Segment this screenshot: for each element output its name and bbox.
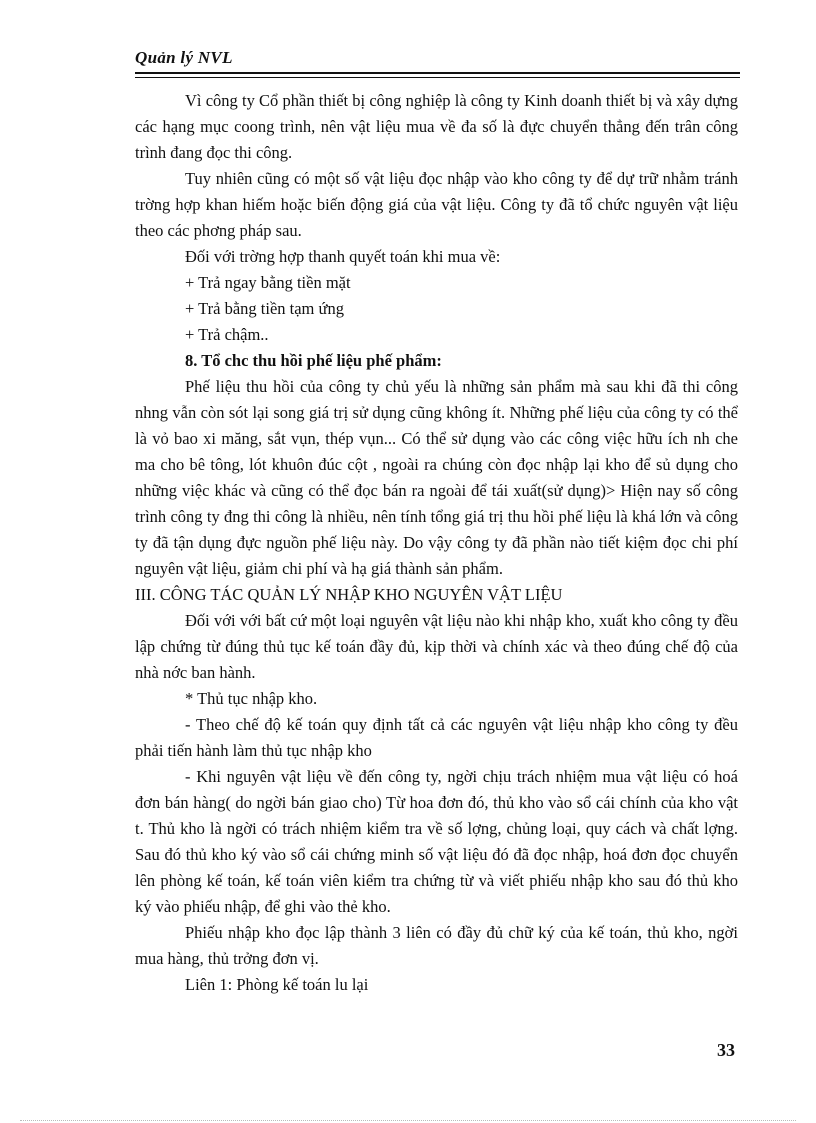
section-heading: 8. Tổ chc thu hồi phế liệu phế phẩm: (185, 351, 442, 370)
list-item: + Trả chậm.. (185, 325, 269, 344)
section-heading: III. CÔNG TÁC QUẢN LÝ NHẬP KHO NGUYÊN VẬT LIỆU (135, 585, 563, 604)
page-number: 33 (717, 1040, 735, 1060)
header-title: Quản lý NVL (135, 48, 233, 67)
paragraph: * Thủ tục nhập kho. (185, 689, 318, 708)
paragraph: - Theo chế độ kế toán quy định tất cả các nguyên vật liệu nhập kho công ty đều phải tiến hành làm thủ tục nhập kho (135, 715, 738, 760)
paragraph: Đối với với bất cứ một loại nguyên vật liệu nào khi nhập kho, xuất kho công ty đều lập chứng từ đúng thủ tục kế toán đầy đủ, kịp thời và chính xác và theo đúng chế độ của nhà nớc ban hành. (135, 611, 738, 682)
document-body (135, 88, 738, 998)
paragraph: Tuy nhiên cũng có một số vật liệu đọc nhập vào kho công ty để dự trữ nhằm tránh trờng hợp khan hiếm hoặc biến động giá của vật liệu. Công ty đã tổ chức nguyên vật liệu theo các phơng pháp sau. (135, 169, 738, 240)
header-rule-thick (135, 72, 740, 74)
header-rule-thin (135, 77, 740, 78)
page-header (135, 48, 740, 68)
paragraph: Phiếu nhập kho đọc lập thành 3 liên có đầy đủ chữ ký của kế toán, thủ kho, ngời mua hàng, thủ trởng đơn vị. (135, 923, 738, 968)
paragraph: Phế liệu thu hồi của công ty chủ yếu là những sản phẩm mà sau khi đã thi công nhng vẫn còn sót lại song giá trị sử dụng cũng không ít. Những phế liệu của công ty có thể là vỏ bao xi măng, sắt vụn, thép vụn... Có thể sử dụng vào các công việc hữu ích nh che ma cho bê tông, lót khuôn đúc cột , ngoài ra chúng còn đọc nhập lại kho để sủ dụng cho những việc khác và cũng có thể đọc bán ra ngoài để tái xuất(sử dụng)> Hiện nay số công trình công ty đng thi công là nhiều, nên tính tổng giá trị thu hồi phế liệu là khá lớn và công ty đã tận dụng đực nguồn phế liệu này. Do vậy công ty đã phần nào tiết kiệm đọc chi phí nguyên vật liệu, giảm chi phí và hạ giá thành sản phẩm. (135, 377, 738, 578)
paragraph: Vì công ty Cổ phần thiết bị công nghiệp là công ty Kinh doanh thiết bị và xây dựng các hạng mục coong trình, nên vật liệu mua về đa số là đực chuyển thẳng đến trân công trình đang đọc thi công. (135, 91, 738, 162)
footer-divider (20, 1120, 796, 1121)
paragraph: Đối với trờng hợp thanh quyết toán khi mua về: (185, 247, 501, 266)
list-item: + Trả ngay bằng tiền mặt (185, 273, 351, 292)
paragraph: - Khi nguyên vật liệu về đến công ty, ngời chịu trách nhiệm mua vật liệu có hoá đơn bán hàng( do ngời bán giao cho) Từ hoa đơn đó, thủ kho vào sổ cái chính của kho vật t. Thủ kho là ngời có trách nhiệm kiểm tra về số lợng, chủng loại, quy cách và chất lợng. Sau đó thủ kho ký vào sổ cái chứng minh số vật liệu đó đã đọc nhập, hoá đơn đọc chuyển lên phòng kế toán, kế toán viên kiểm tra chứng từ và viết phiếu nhập kho sau đó thủ kho ký vào phiếu nhập, để ghi vào thẻ kho. (135, 767, 738, 916)
list-item: + Trả bằng tiền tạm ứng (185, 299, 344, 318)
paragraph: Liên 1: Phòng kế toán lu lại (185, 975, 369, 994)
